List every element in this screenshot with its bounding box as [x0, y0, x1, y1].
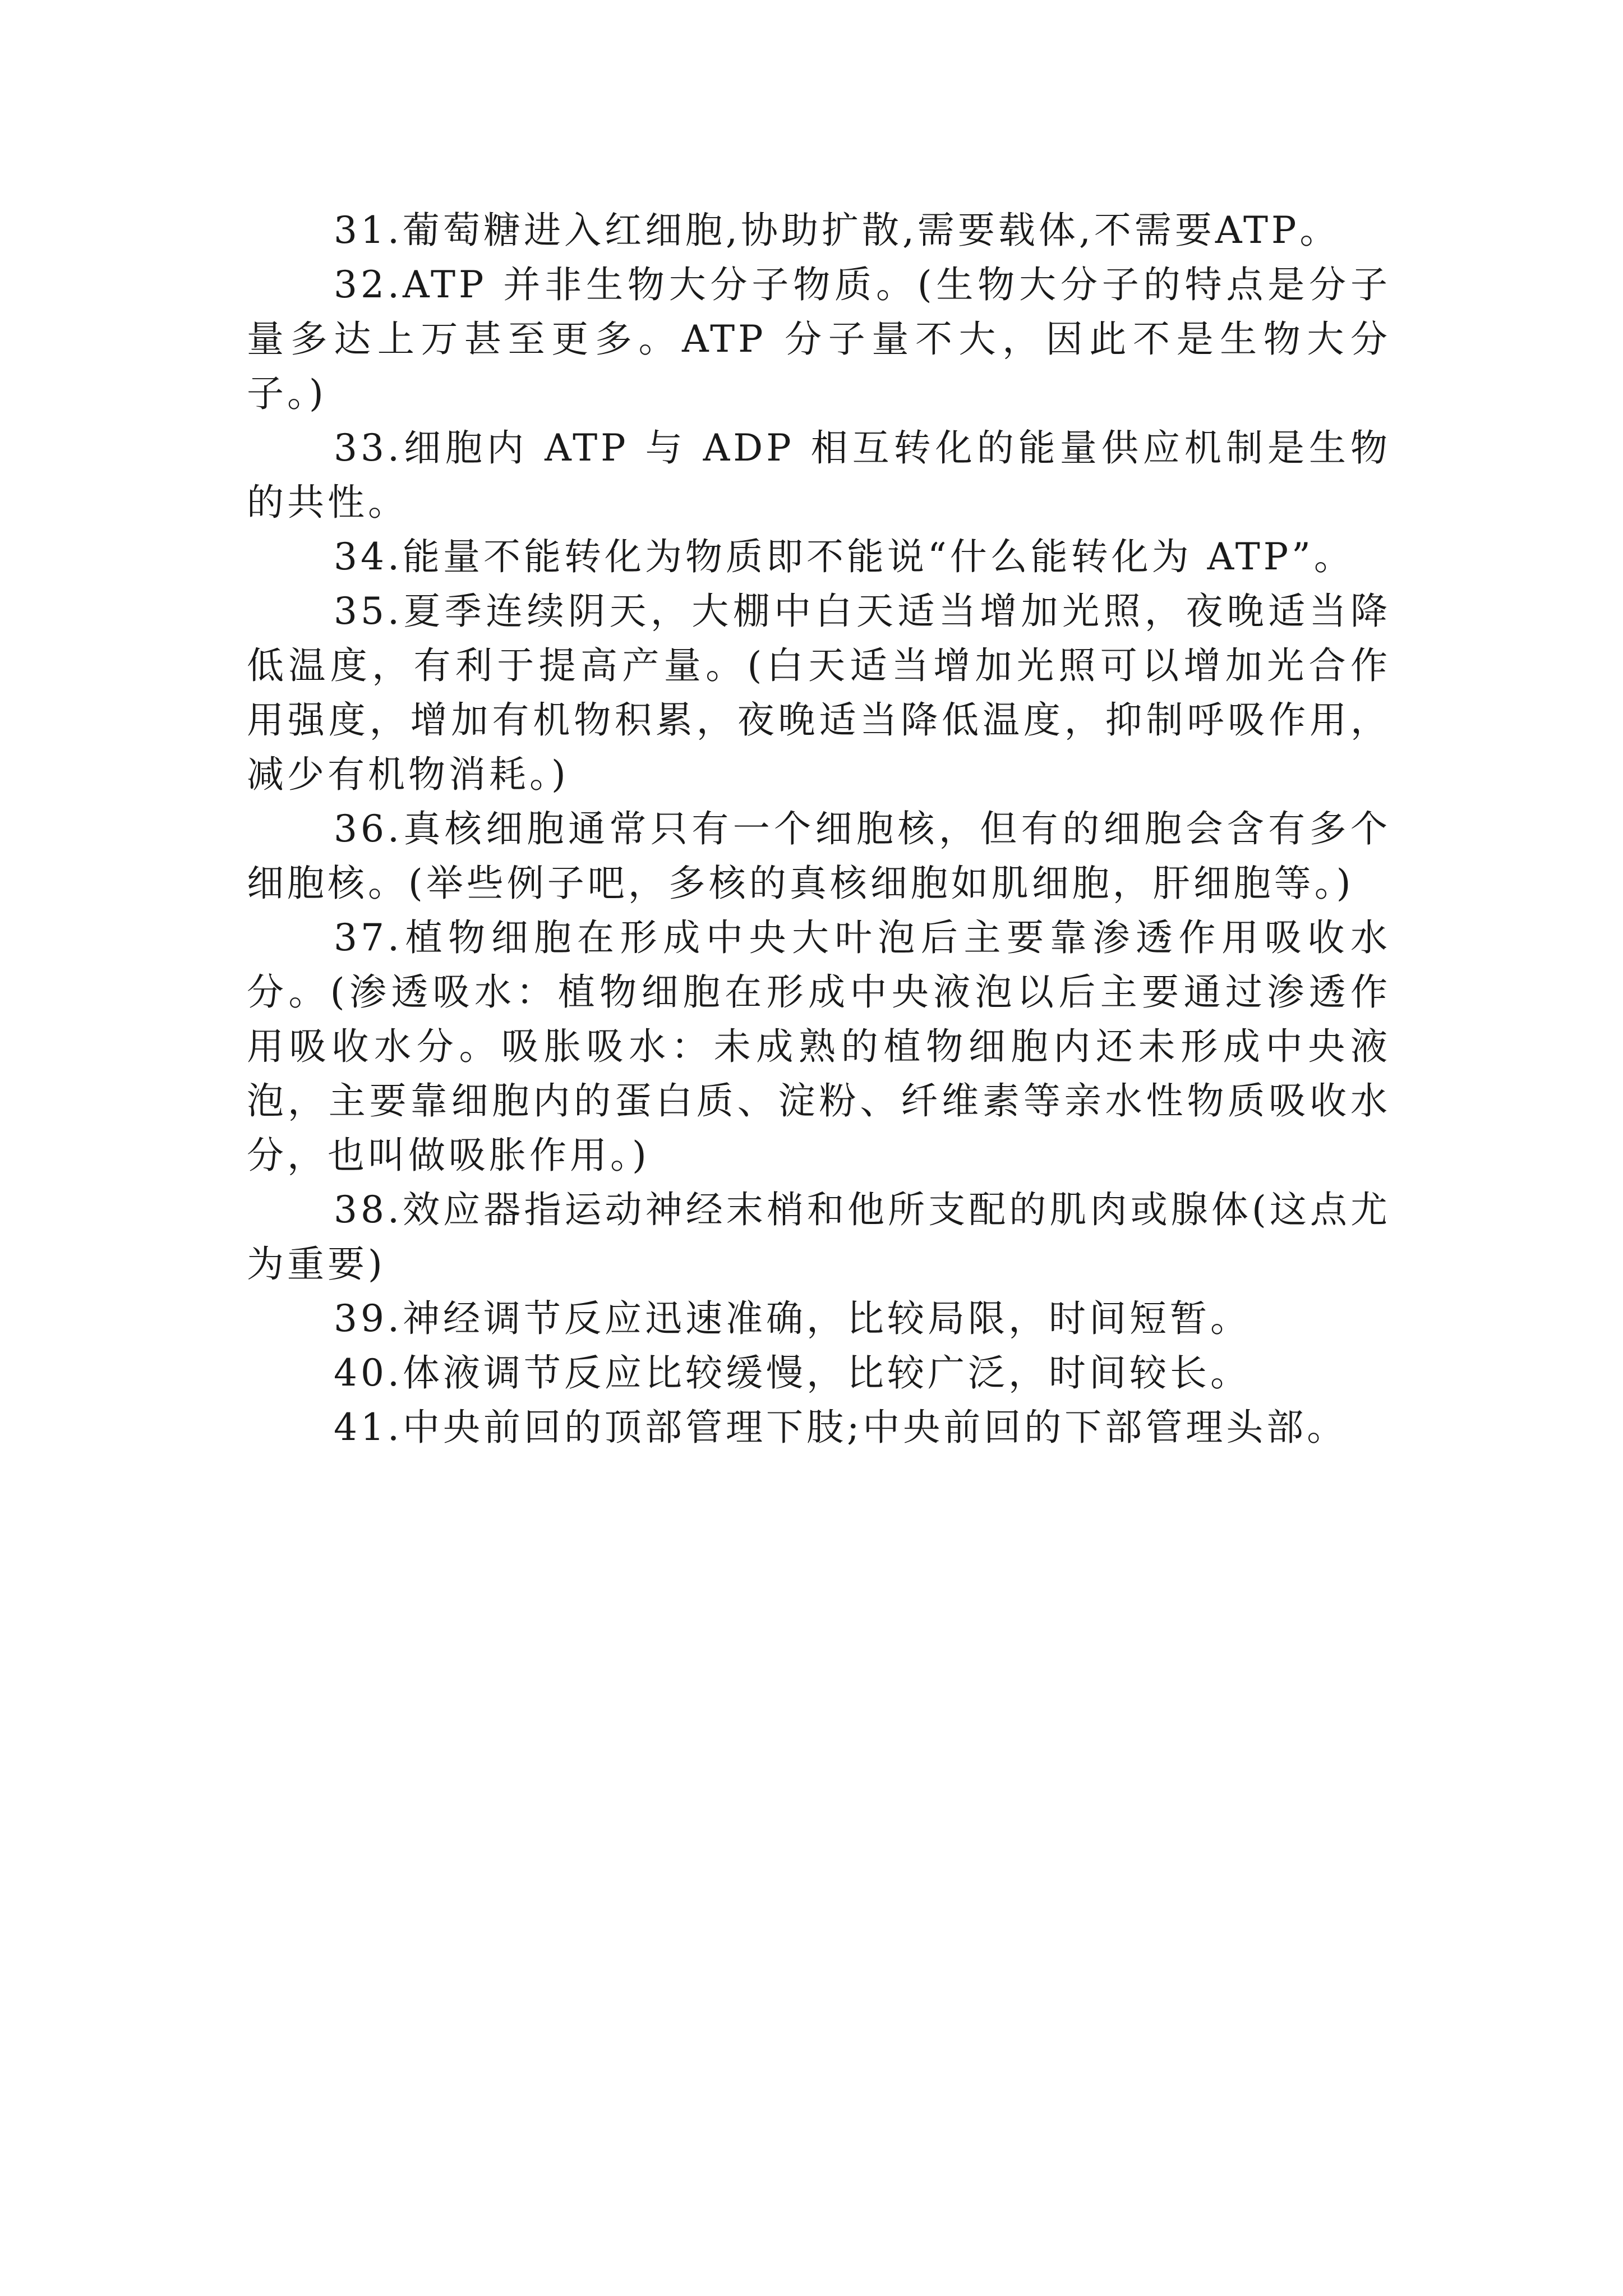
- document-body: [247, 203, 1391, 1455]
- paragraph-33: 33.细胞内 ATP 与 ADP 相互转化的能量供应机制是生物的共性。: [247, 426, 1391, 524]
- paragraph-38: 38.效应器指运动神经末梢和他所支配的肌肉或腺体(这点尤为重要): [247, 1188, 1391, 1286]
- paragraph-40: 40.体液调节反应比较缓慢，比较广泛，时间较长。: [334, 1351, 1251, 1395]
- paragraph-31: 31.葡萄糖进入红细胞,协助扩散,需要载体,不需要ATP。: [334, 209, 1340, 252]
- paragraph-35: 35.夏季连续阴天，大棚中白天适当增加光照，夜晚适当降低温度，有利于提高产量。(白天适当增加光照可以增加光合作用强度，增加有机物积累，夜晚适当降低温度，抑制呼吸作用，减少有机物消耗。): [247, 590, 1391, 796]
- paragraph-37: 37.植物细胞在形成中央大叶泡后主要靠渗透作用吸收水分。(渗透吸水：植物细胞在形成中央液泡以后主要通过渗透作用吸收水分。吸胀吸水：未成熟的植物细胞内还未形成中央液泡，主要靠细胞内的蛋白质、淀粉、纤维素等亲水性物质吸收水分，也叫做吸胀作用。): [247, 916, 1391, 1177]
- paragraph-41: 41.中央前回的顶部管理下肢;中央前回的下部管理头部。: [334, 1406, 1348, 1449]
- paragraph-34: 34.能量不能转化为物质即不能说“什么能转化为 ATP”。: [334, 535, 1354, 578]
- paragraph-32: 32.ATP 并非生物大分子物质。(生物大分子的特点是分子量多达上万甚至更多。ATP 分子量不大，因此不是生物大分子。): [247, 263, 1391, 415]
- paragraph-36: 36.真核细胞通常只有一个细胞核，但有的细胞会含有多个细胞核。(举些例子吧，多核的真核细胞如肌细胞，肝细胞等。): [247, 807, 1391, 905]
- paragraph-39: 39.神经调节反应迅速准确，比较局限，时间短暂。: [334, 1297, 1251, 1340]
